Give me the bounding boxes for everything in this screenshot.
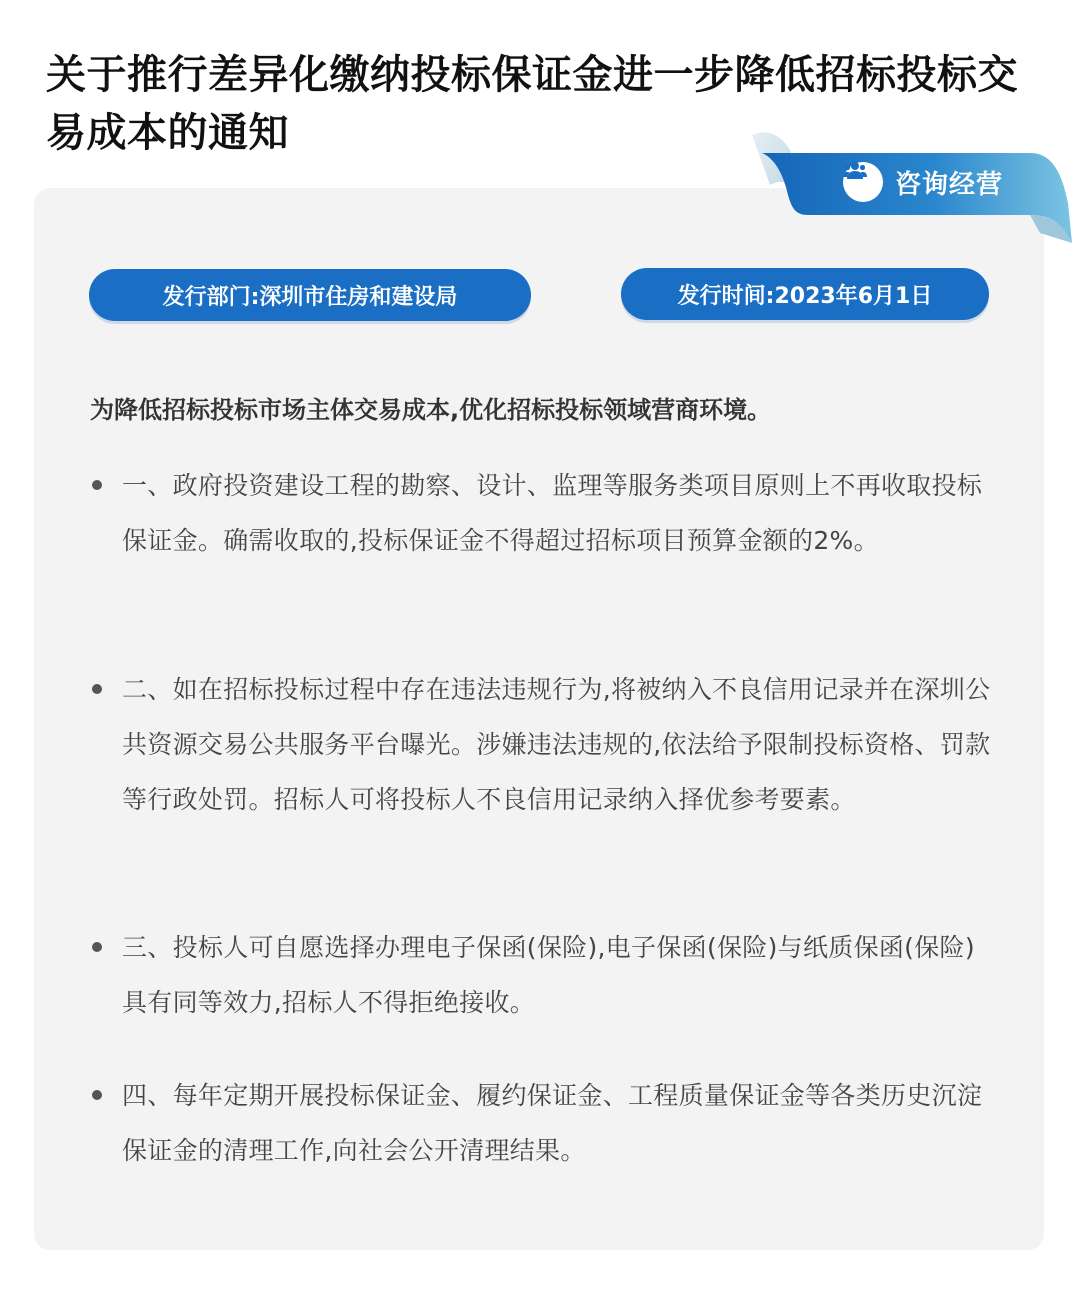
list-item-text: 三、投标人可自愿选择办理电子保函(保险),电子保函(保险)与纸质保函(保险)具有同等效力,招标人不得拒绝接收。 [122, 933, 975, 1017]
ribbon-label: 咨询经营 [895, 169, 1004, 200]
list-item-text: 四、每年定期开展投标保证金、履约保证金、工程质量保证金等各类历史沉淀保证金的清理工作,向社会公开清理结果。 [122, 1081, 983, 1165]
list-item [90, 458, 1000, 568]
list-item [90, 662, 1000, 827]
list-item-text: 一、政府投资建设工程的勘察、设计、监理等服务类项目原则上不再收取投标保证金。确需收取的,投标保证金不得超过招标项目预算金额的2%。 [122, 471, 983, 555]
list-item [90, 920, 1000, 1030]
bullet-dot-icon [92, 942, 102, 952]
intro-text: 为降低招标投标市场主体交易成本,优化招标投标领域营商环境。 [90, 396, 772, 424]
bullet-dot-icon [92, 684, 102, 694]
department-pill: 发行部门:深圳市住房和建设局 [89, 269, 531, 321]
bullet-dot-icon [92, 480, 102, 490]
ribbon-badge [843, 160, 1003, 204]
category-ribbon [700, 125, 1080, 250]
people-icon [843, 162, 883, 202]
bullet-dot-icon [92, 1090, 102, 1100]
list-item-text: 二、如在招标投标过程中存在违法违规行为,将被纳入不良信用记录并在深圳公共资源交易公共服务平台曝光。涉嫌违法违规的,依法给予限制投标资格、罚款等行政处罚。招标人可将投标人不良信用记录纳入择优参考要素。 [122, 675, 991, 814]
page-title: 关于推行差异化缴纳投标保证金进一步降低招标投标交易成本的通知 [46, 52, 1018, 156]
list-item [90, 1068, 1000, 1178]
date-pill: 发行时间:2023年6月1日 [621, 268, 989, 320]
